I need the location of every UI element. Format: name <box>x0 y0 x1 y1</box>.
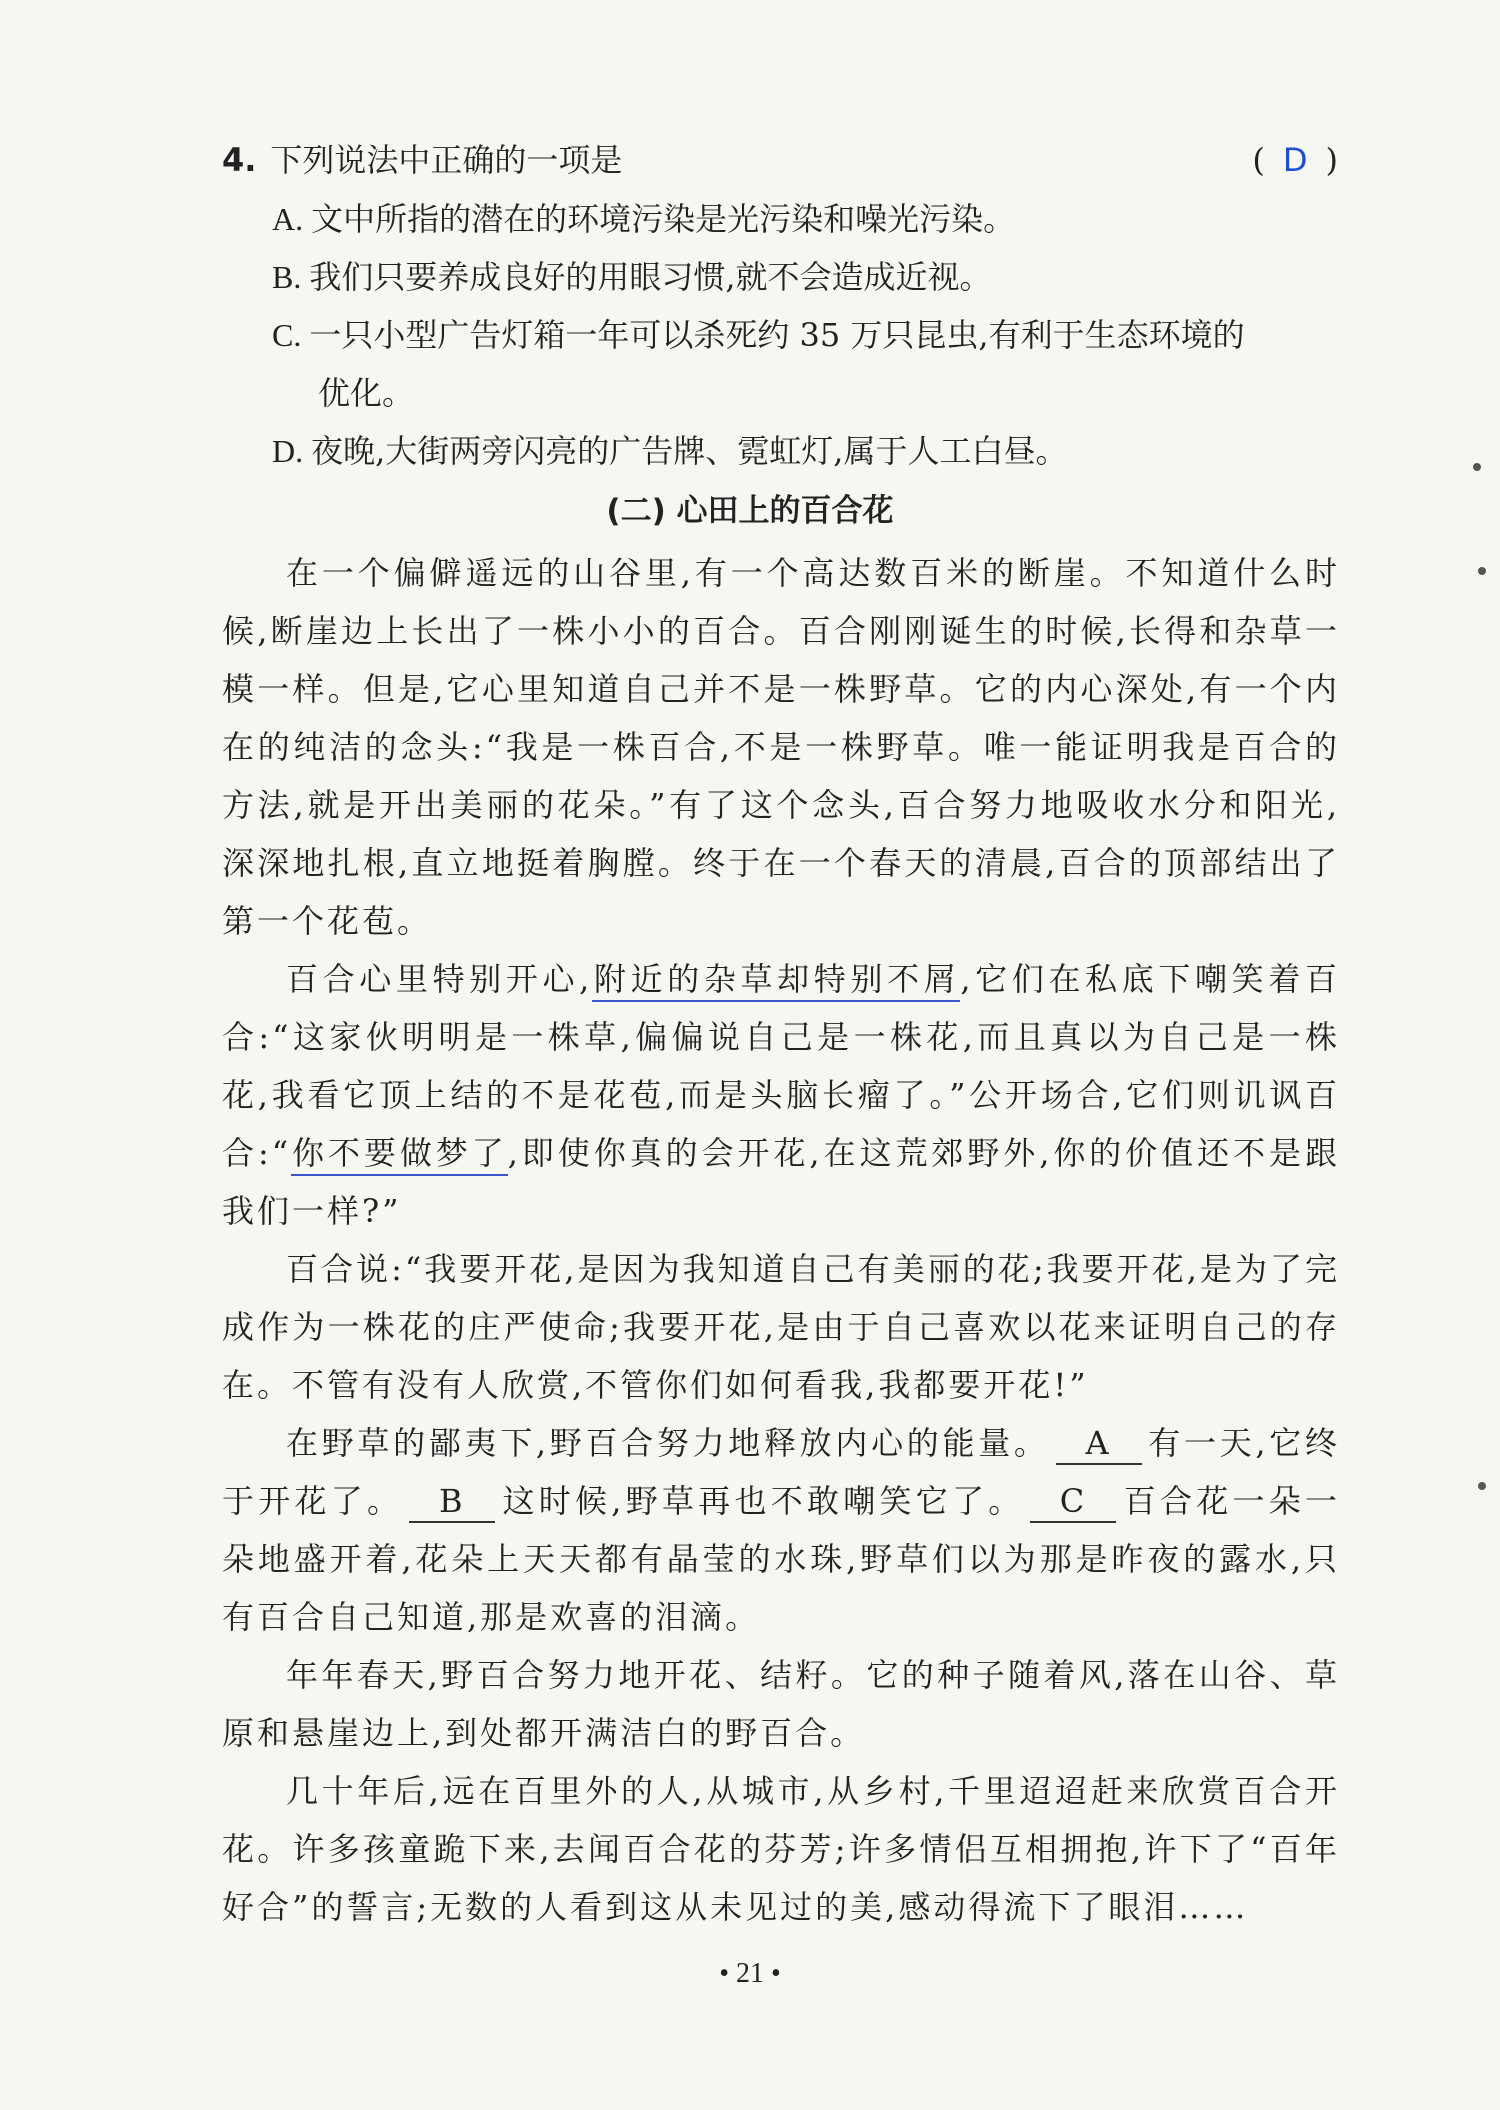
essay-paragraph <box>222 1646 1340 1762</box>
paragraph-text: 有一天,它终于开花了。 <box>222 1424 1340 1520</box>
paragraph-text: 百合心里特别开心, <box>286 960 593 998</box>
essay-paragraph <box>222 1240 1340 1414</box>
option-text: 我们只要养成良好的用眼习惯,就不会造成近视。 <box>309 258 992 296</box>
answer-close-paren: ) <box>1325 141 1342 179</box>
option-label: C. <box>272 317 302 353</box>
underlined-phrase: 附近的杂草却特别不屑 <box>592 960 960 1002</box>
option-text: 一只小型广告灯箱一年可以杀死约 35 万只昆虫,有利于生态环境的 <box>309 316 1245 354</box>
option-c <box>272 306 1340 422</box>
option-text-continuation: 优化。 <box>318 374 415 412</box>
question-stem-text: 下列说法中正确的一项是 <box>270 141 623 179</box>
option-text: 夜晚,大街两旁闪亮的广告牌、霓虹灯,属于人工白昼。 <box>311 432 1068 470</box>
essay-paragraph <box>222 1414 1340 1646</box>
option-d <box>272 422 1340 480</box>
question-4-stem <box>222 138 1342 182</box>
option-label: B. <box>272 259 302 295</box>
option-label: A. <box>272 201 304 237</box>
paragraph-text: 在一个偏僻遥远的山谷里,有一个高达数百米的断崖。不知道什么时候,断崖边上长出了一株小小的百合。百合刚刚诞生的时候,长得和杂草一模一样。但是,它心里知道自己并不是一株野草。它的内心深处,有一个内在的纯洁的念头:“我是一株百合,不是一株野草。唯一能证明我是百合的方法,就是开出美丽的花朵。”有了这个念头,百合努力地吸收水分和阳光,深深地扎根,直立地挺着胸膛。终于在一个春天的清晨,百合的顶部结出了第一个花苞。 <box>222 554 1340 940</box>
option-a <box>272 190 1340 248</box>
essay-body <box>222 544 1340 1936</box>
question-number: 4. <box>222 141 257 179</box>
answer-open-paren: ( <box>1252 141 1269 179</box>
option-b <box>272 248 1340 306</box>
answer-parentheses <box>1252 138 1342 182</box>
option-label: D. <box>272 433 304 469</box>
scan-edge-mark <box>1473 463 1481 471</box>
fill-blank-answer: C <box>1030 1481 1116 1523</box>
paragraph-text: 百合说:“我要开花,是因为我知道自己有美丽的花;我要开花,是为了完成作为一株花的庄严使命;我要开花,是由于自己喜欢以花来证明自己的存在。不管有没有人欣赏,不管你们如何看我,我都要开花!” <box>222 1250 1340 1404</box>
essay-paragraph <box>222 544 1340 950</box>
scan-edge-mark <box>1478 567 1486 575</box>
page-number: • 21 • <box>719 1958 781 1989</box>
section-title: (二) 心田上的百合花 <box>606 493 894 529</box>
paragraph-text: 在野草的鄙夷下,野百合努力地释放内心的能量。 <box>286 1424 1050 1462</box>
underlined-phrase: 你不要做梦了 <box>291 1134 508 1176</box>
paragraph-text: 年年春天,野百合努力地开花、结籽。它的种子随着风,落在山谷、草原和悬崖边上,到处都开满洁白的野百合。 <box>222 1656 1340 1752</box>
essay-paragraph <box>222 950 1340 1240</box>
fill-blank-answer: A <box>1056 1423 1142 1465</box>
handwritten-answer: D <box>1282 141 1312 179</box>
paragraph-text: ,即使你真的会开花,在这荒郊野外,你的价值还不是跟我们一样?” <box>222 1134 1340 1230</box>
paragraph-text: 几十年后,远在百里外的人,从城市,从乡村,千里迢迢赶来欣赏百合开花。许多孩童跪下来,去闻百合花的芬芳;许多情侣互相拥抱,许下了“百年好合”的誓言;无数的人看到这从未见过的美,感动得流下了眼泪…… <box>222 1772 1340 1926</box>
paragraph-text: 这时候,野草再也不敢嘲笑它了。 <box>501 1482 1025 1520</box>
paragraph-text: 百合花一朵一朵地盛开着,花朵上天天都有晶莹的水珠,野草们以为那是昨夜的露水,只有百合自己知道,那是欢喜的泪滴。 <box>222 1482 1340 1636</box>
option-text: 文中所指的潜在的环境污染是光污染和噪光污染。 <box>311 200 1016 238</box>
scan-edge-mark <box>1478 1482 1486 1490</box>
essay-paragraph <box>222 1762 1340 1936</box>
paragraph-text: ,它们在私底下嘲笑着百合:“这家伙明明是一株草,偏偏说自己是一株花,而且真以为自己是一株花,我看它顶上结的不是花苞,而是头脑长瘤了。”公开场合,它们则讥讽百合:“ <box>222 960 1340 1172</box>
fill-blank-answer: B <box>409 1481 495 1523</box>
